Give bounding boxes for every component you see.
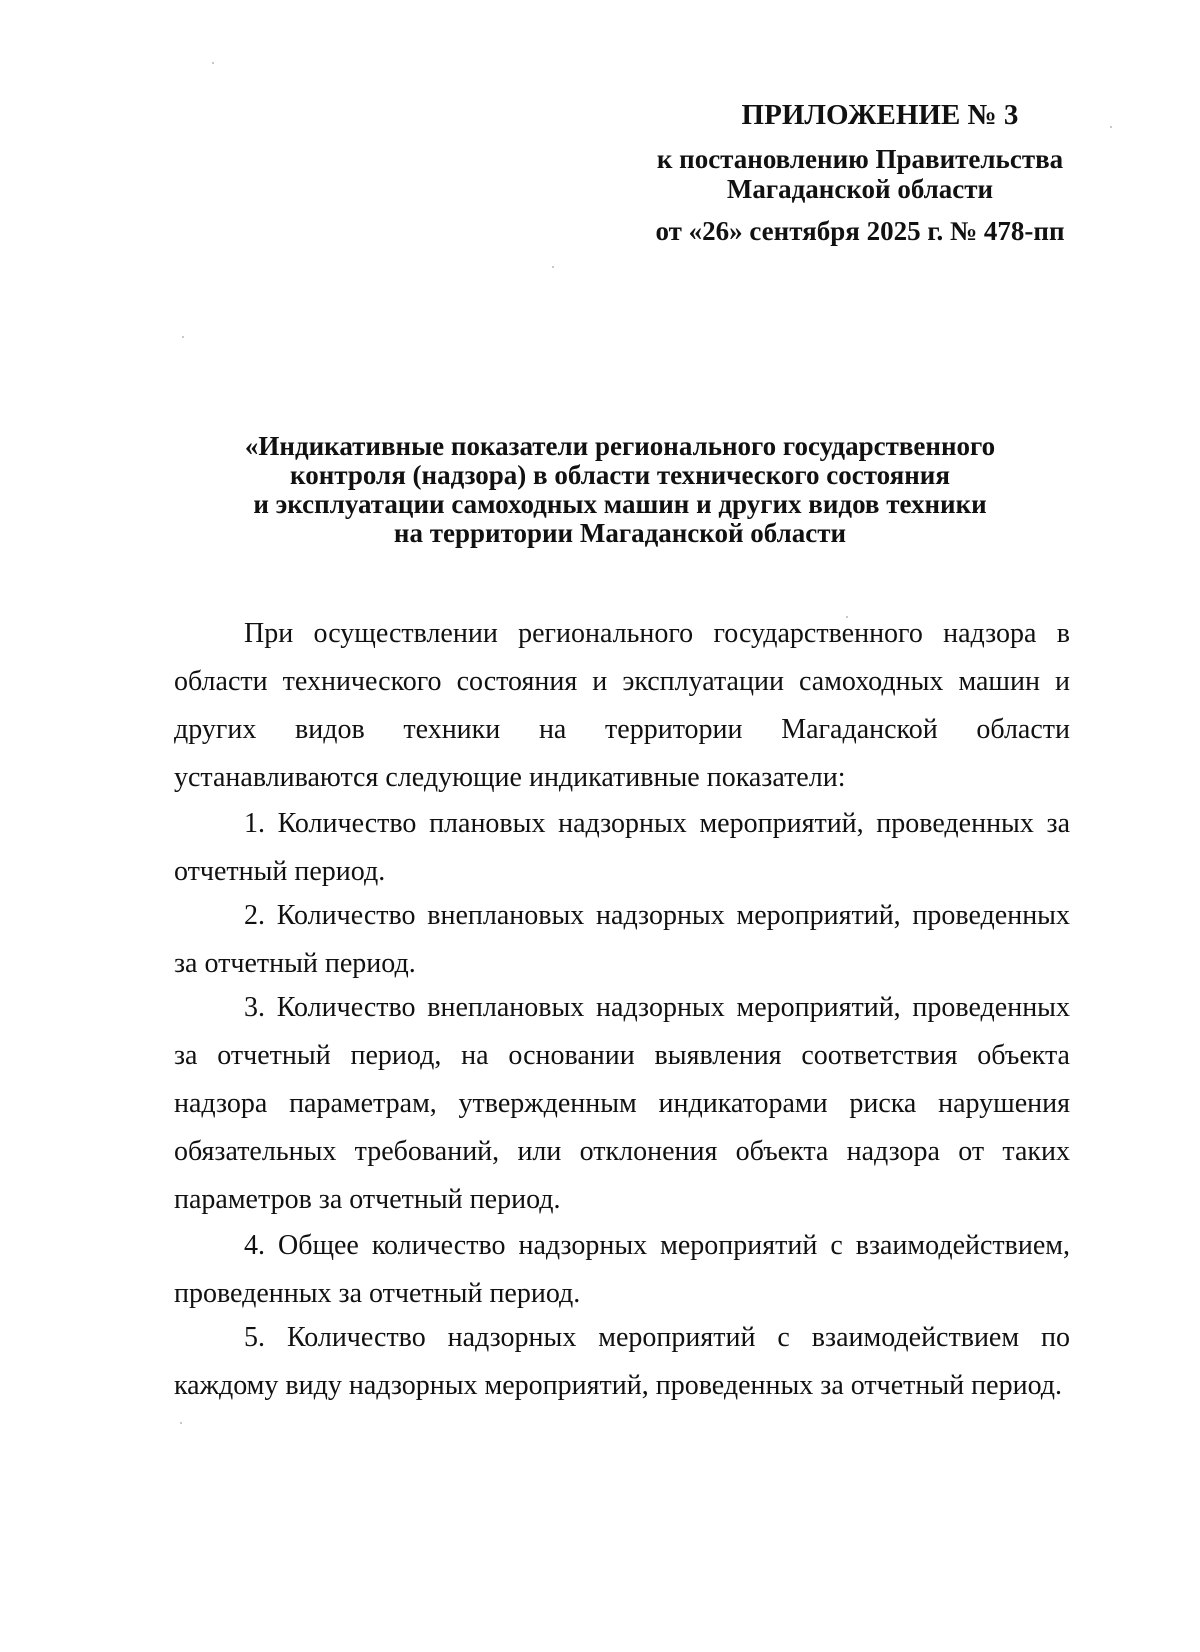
scan-speck — [1110, 126, 1112, 128]
scan-speck — [180, 1422, 182, 1424]
indicator-item-3: 3. Количество внеплановых надзорных мероприятий, проведенных за отчетный период, на основании выявления соответствия объекта надзора параметрам, утвержденным индикаторами риска нарушения обязательных требований, или отклонения объекта надзора от таких параметров за отчетный период. — [174, 992, 1070, 1215]
document-title-line-3: и эксплуатации самоходных машин и других видов техники — [253, 489, 987, 519]
document-body — [174, 610, 1070, 1410]
appendix-reference-line-2: Магаданской области — [726, 174, 994, 204]
scan-speck — [552, 266, 554, 268]
appendix-title: ПРИЛОЖЕНИЕ № 3 — [741, 99, 1019, 131]
appendix-header — [600, 100, 1120, 246]
appendix-reference-line-1: к постановлению Правительства — [656, 144, 1064, 174]
scan-speck — [846, 616, 848, 618]
document-title-line-2: контроля (надзора) в области технического состояния — [290, 460, 950, 490]
scan-speck — [182, 336, 184, 338]
document-title-line-1: «Индикативные показатели регионального государственного — [244, 431, 996, 461]
scan-speck — [212, 62, 214, 64]
indicator-item-1: 1. Количество плановых надзорных мероприятий, проведенных за отчетный период. — [174, 808, 1070, 887]
indicator-item-4: 4. Общее количество надзорных мероприятий с взаимодействием, проведенных за отчетный период. — [174, 1230, 1070, 1309]
document-title — [170, 432, 1070, 548]
indicator-item-5: 5. Количество надзорных мероприятий с взаимодействием по каждому виду надзорных мероприятий, проведенных за отчетный период. — [174, 1322, 1070, 1401]
appendix-date-line: от «26» сентября 2025 г. № 478-пп — [655, 216, 1065, 246]
indicator-item-2: 2. Количество внеплановых надзорных мероприятий, проведенных за отчетный период. — [174, 900, 1070, 979]
document-title-line-4: на территории Магаданской области — [393, 518, 847, 548]
intro-paragraph: При осуществлении регионального государственного надзора в области технического состояния и эксплуатации самоходных машин и других видов техники на территории Магаданской области устанавливаются следующие индикативные показатели: — [174, 618, 1070, 793]
